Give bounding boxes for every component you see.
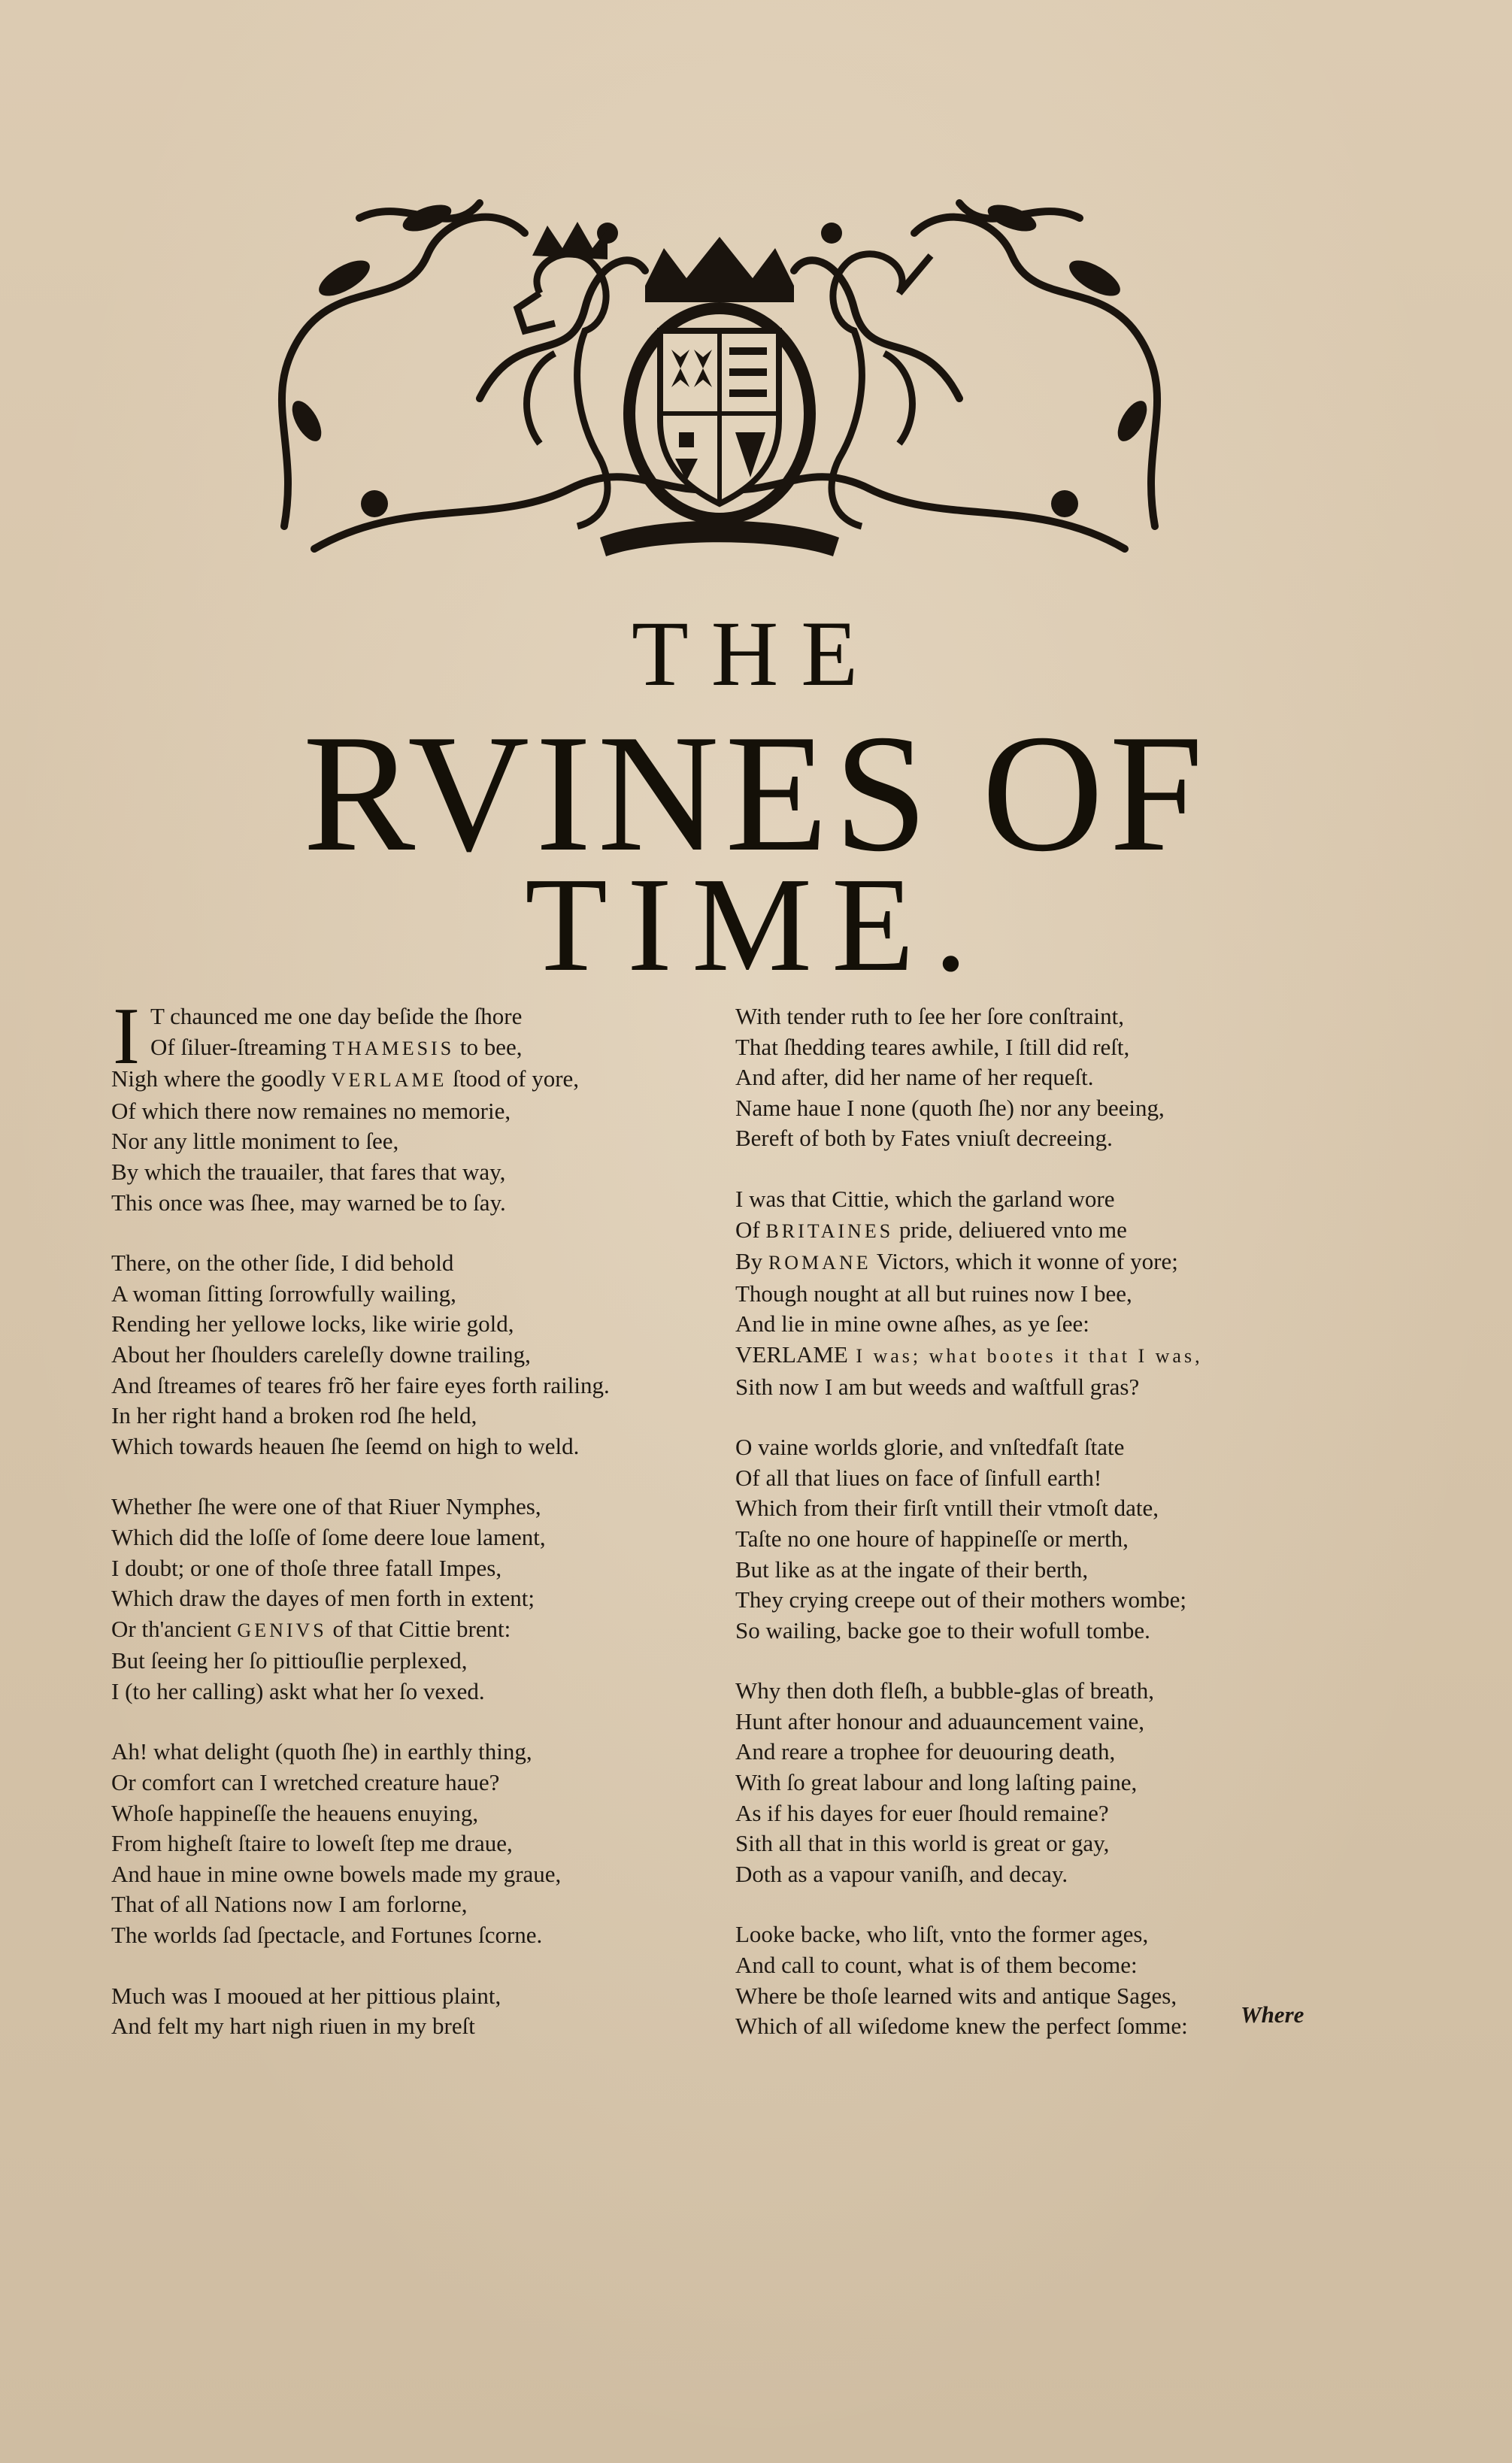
stanza [111,992,758,1218]
left-column [111,992,758,2072]
verse-text: Of [735,1216,766,1243]
verse-text: But like as at the ingate of their berth, [735,1556,1089,1583]
verse-text: Much was I mooued at her pittious plaint, [111,1982,501,2009]
verse-text: And haue in mine owne bowels made my graue, [111,1860,562,1887]
verse-line [111,1828,758,1859]
small-caps-name: GENIVS [237,1619,327,1641]
verse-text: And reare a trophee for deuouring death, [735,1738,1116,1765]
verse-text: There, on the other ſide, I did behold [111,1250,454,1277]
verse-line [111,1096,758,1127]
verse-text: Whether ſhe were one of that Riuer Nymphes, [111,1493,541,1520]
stanza [735,1001,1397,1154]
catchword: Where [1241,2001,1304,2028]
verse-text: Sith now I am but weeds and waſtfull gras? [735,1373,1140,1400]
verse-text: Which did the loſſe of ſome deere loue lament, [111,1523,546,1550]
verse-line [735,1768,1397,1798]
verse-text: T chaunced me one day beſide the ſhore [150,1003,523,1029]
verse-text: About her ſhoulders careleſly downe trailing, [111,1341,531,1368]
verse-line [111,2011,758,2042]
verse-text: Ah! what delight (quoth ſhe) in earthly thing, [111,1738,532,1765]
verse-line [111,1553,758,1584]
verse-text: By which the trauailer, that fares that way, [111,1158,506,1185]
verse-line [111,1614,758,1647]
verse-text: Rending her yellowe locks, like wirie gold, [111,1310,514,1338]
verse-line [735,1859,1397,1890]
verse-text: From higheſt ſtaire to loweſt ſtep me draue, [111,1830,513,1857]
verse-text: Nigh where the goodly [111,1065,332,1092]
verse-line [735,1737,1397,1768]
verse-line [735,1432,1397,1463]
royal-arms-headpiece [254,173,1185,571]
verse-text: This once was ſhee, may warned be to ſay. [111,1189,506,1216]
stanza [111,1737,758,1950]
right-column [735,1001,1397,2072]
verse-text: Though nought at all but ruines now I bee, [735,1280,1132,1307]
verse-text: Or comfort can I wretched creature haue? [111,1769,500,1796]
verse-line [735,1247,1397,1279]
verse-text: As if his dayes for euer ſhould remaine? [735,1799,1109,1826]
verse-line [111,1859,758,1890]
verse-text: Nor any little moniment to ſee, [111,1128,399,1155]
verse-text: That of all Nations now I am forlorne, [111,1891,468,1918]
verse-line [735,1616,1397,1647]
verse-text: Taſte no one houre of happineſſe or merth, [735,1525,1129,1552]
verse-line [735,1493,1397,1524]
verse-line [111,1064,758,1096]
verse-text: Or th'ancient [111,1615,238,1642]
stanza [111,1981,758,2042]
verse-text: Where be thoſe learned wits and antique Sages, [735,1982,1177,2009]
verse-line [735,1340,1397,1372]
verse-text: Victors, which it wonne of yore; [871,1248,1178,1275]
verse-line [111,1188,758,1219]
verse-text: And lie in mine owne aſhes, as ye ſee: [735,1310,1089,1338]
verse-line [735,1032,1397,1063]
verse-line [735,1215,1397,1247]
verse-text: By [735,1248,768,1275]
small-caps-name: THAMESIS [332,1037,455,1059]
verse-line [111,1401,758,1431]
verse-text: Doth as a vapour vaniſh, and decay. [735,1860,1068,1887]
verse-line [735,1184,1397,1215]
verse-line [111,1798,758,1829]
verse-line [735,1919,1397,1950]
verse-line [111,1737,758,1768]
verse-text: And felt my hart nigh riuen in my breſt [111,2013,475,2040]
verse-line [735,1555,1397,1586]
verse-line [111,1677,758,1707]
stanza [735,1676,1397,1889]
verse-line [111,1309,758,1340]
verse-text: Which draw the dayes of men forth in extent; [111,1585,535,1612]
verse-text: And call to count, what is of them become: [735,1952,1138,1979]
verse-line [111,1646,758,1677]
verse-line [111,1431,758,1462]
small-caps-name: I was; what bootes it that I was, [847,1344,1203,1367]
verse-line [111,1889,758,1920]
verse-text: Bereft of both by Fates vniuſt decreeing. [735,1125,1113,1152]
title-line-time: TIME. [525,850,987,999]
stanza [735,1432,1397,1646]
verse-line [111,1340,758,1371]
verse-text: But ſeeing her ſo pittiouſlie perplexed, [111,1647,468,1674]
verse-line [735,1309,1397,1340]
verse-text: ſtood of yore, [447,1065,580,1092]
verse-text: pride, deliuered vnto me [893,1216,1127,1243]
verse-text: And after, did her name of her requeſt. [735,1064,1094,1091]
verse-text: Why then doth fleſh, a bubble-glas of breath, [735,1677,1154,1704]
verse-text: Which towards heauen ſhe ſeemd on high to weld. [111,1432,580,1459]
verse-line [111,1248,758,1279]
verse-text: I (to her calling) askt what her ſo vexed. [111,1677,485,1704]
verse-line [735,1372,1397,1403]
verse-line [735,1279,1397,1310]
drop-cap: I [113,992,140,1081]
verse-text: O vaine worlds glorie, and vnſtedfaſt ſtate [735,1434,1125,1461]
verse-text: A woman ſitting ſorrowfully wailing, [111,1280,456,1307]
verse-line [111,1522,758,1553]
verse-text: Of ſiluer-ſtreaming [150,1033,333,1060]
verse-line [735,1707,1397,1737]
verse-line [735,1062,1397,1093]
verse-line [111,1981,758,2012]
verse-text: With tender ruth to ſee her ſore conſtraint, [735,1003,1124,1029]
verse-text: They crying creepe out of their mothers wombe; [735,1586,1186,1613]
verse-line [735,1093,1397,1124]
verse-text: So wailing, backe goe to their wofull tombe. [735,1616,1150,1644]
title-line-the: THE [631,602,881,705]
stanza [111,1248,758,1462]
verse-line [735,1676,1397,1707]
verse-text: Looke backe, who liſt, vnto the former ages, [735,1921,1149,1948]
verse-line [111,1583,758,1614]
verse-line [735,1463,1397,1494]
verse-line [111,1920,758,1951]
stanza [111,1492,758,1707]
verse-text: And ſtreames of teares frõ her faire eyes forth railing. [111,1371,610,1398]
verse-text: Which of all wiſedome knew the perfect ſomme: [735,2013,1188,2040]
stanza [735,1184,1397,1402]
verse-line [735,1585,1397,1616]
verse-text: Name haue I none (quoth ſhe) nor any beeing, [735,1094,1165,1121]
verse-text: Of all that liues on face of ſinfull earth! [735,1464,1102,1491]
verse-text: With ſo great labour and long laſting paine, [735,1769,1138,1796]
verse-line [111,1001,758,1032]
verse-text: In her right hand a broken rod ſhe held, [111,1402,477,1429]
verse-text: to bee, [454,1033,523,1060]
small-caps-name: BRITAINES [765,1219,894,1242]
verse-line [111,1279,758,1310]
verse-line [111,1371,758,1401]
verse-text: That ſhedding teares awhile, I ſtill did reſt, [735,1033,1130,1060]
verse-line [111,1492,758,1522]
verse-line [735,1828,1397,1859]
verse-text: Which from their firſt vntill their vtmoſt date, [735,1495,1159,1522]
verse-line [111,1157,758,1188]
small-caps-name: VERLAME [331,1069,447,1092]
verse-text: Of which there now remaines no memorie, [111,1097,511,1124]
verse-text: VERLAME [735,1341,848,1368]
verse-text: of that Cittie brent: [326,1615,511,1642]
verse-text: I doubt; or one of thoſe three fatall Impes, [111,1554,502,1581]
verse-line [111,1032,758,1065]
verse-text: I was that Cittie, which the garland wore [735,1185,1115,1212]
verse-line [735,1524,1397,1555]
verse-line [111,1126,758,1157]
verse-line [735,1123,1397,1154]
verse-line [735,1001,1397,1032]
small-caps-name: ROMANE [768,1252,871,1274]
verse-line [111,1768,758,1798]
verse-text: Hunt after honour and aduauncement vaine, [735,1707,1145,1734]
verse-text: The worlds ſad ſpectacle, and Fortunes ſcorne. [111,1922,543,1949]
verse-text: Sith all that in this world is great or gay, [735,1830,1110,1857]
verse-line [735,1798,1397,1829]
verse-line [735,1950,1397,1981]
verse-text: Whoſe happineſſe the heauens enuying, [111,1799,479,1826]
title-line-rvines-of: RVINES OF [302,700,1210,886]
